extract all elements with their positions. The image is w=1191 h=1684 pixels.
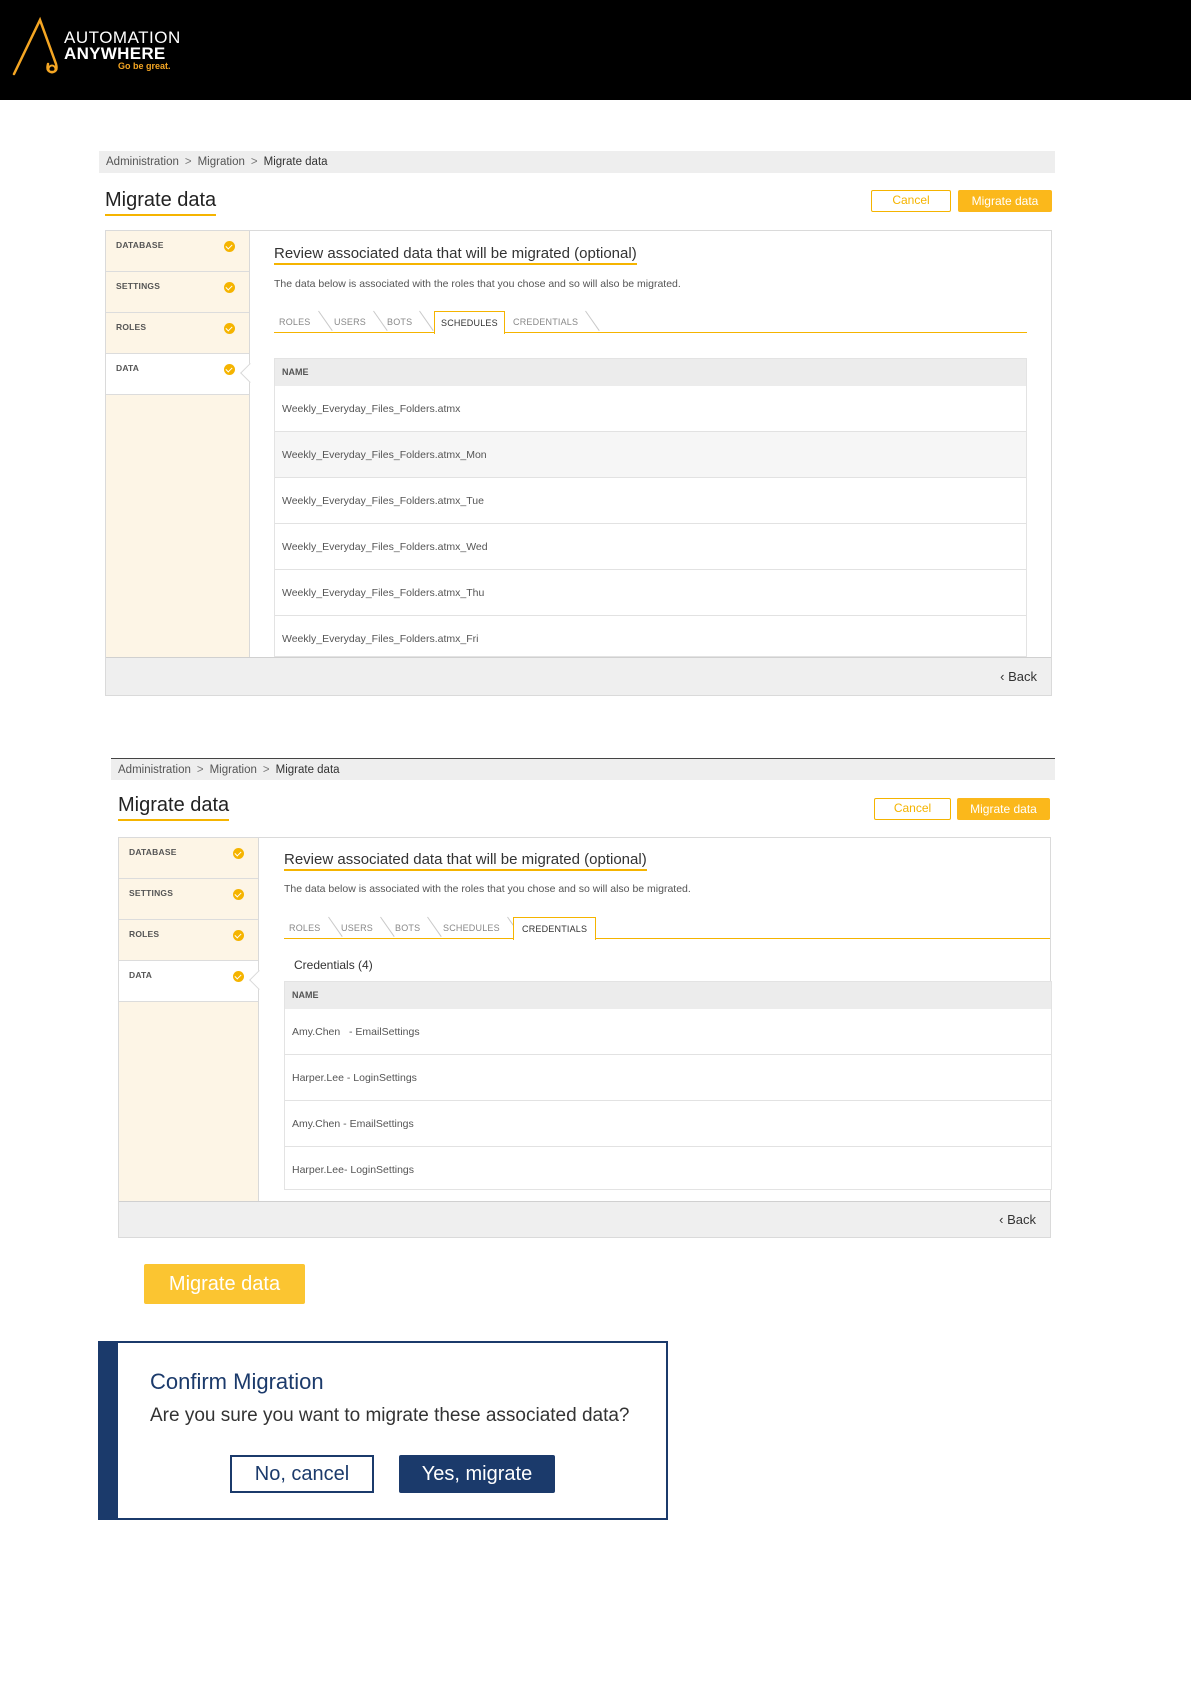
breadcrumb-current: Migrate data — [263, 156, 328, 168]
check-circle-icon — [224, 241, 235, 252]
table-row[interactable]: Weekly_Everyday_Files_Folders.atmx_Fri — [275, 616, 1026, 657]
sidebar-item-roles[interactable] — [106, 313, 249, 354]
back-button[interactable]: ‹ Back — [1000, 669, 1037, 684]
sidebar-item-label: SETTINGS — [116, 281, 161, 291]
section-description: The data below is associated with the roles that you chose and so will also be migrated. — [284, 883, 691, 895]
brand-tagline: Go be great. — [118, 61, 171, 71]
tab-label: CREDENTIALS — [513, 317, 579, 327]
wizard-sidebar — [106, 231, 250, 657]
sidebar-item-label: ROLES — [116, 322, 147, 332]
tab-users[interactable] — [334, 311, 366, 333]
breadcrumb-administration[interactable]: Administration — [118, 764, 191, 776]
section-description: The data below is associated with the roles that you chose and so will also be migrated. — [274, 278, 681, 290]
tab-bots[interactable] — [395, 917, 420, 939]
check-circle-icon — [233, 971, 244, 982]
check-circle-icon — [233, 848, 244, 859]
wizard-footer — [106, 657, 1051, 695]
tab-label: ROLES — [289, 923, 321, 933]
sidebar-item-settings[interactable] — [106, 272, 249, 313]
table-header-name: NAME — [285, 982, 1051, 1009]
back-label: Back — [1008, 669, 1037, 684]
schedules-table — [274, 358, 1027, 657]
sidebar-item-label: DATA — [116, 363, 140, 373]
tab-label: USERS — [341, 923, 374, 933]
check-circle-icon — [233, 930, 244, 941]
sidebar-item-database[interactable] — [106, 231, 249, 272]
sidebar-item-label: DATA — [129, 970, 153, 980]
page-title: Migrate data — [118, 794, 229, 821]
automation-anywhere-logo-icon — [10, 14, 72, 78]
tab-label: SCHEDULES — [441, 318, 498, 328]
sidebar-item-label: DATABASE — [116, 240, 164, 250]
back-label: Back — [1007, 1212, 1036, 1227]
tab-users[interactable] — [341, 917, 373, 939]
yes-migrate-button[interactable]: Yes, migrate — [399, 1455, 555, 1493]
sidebar-item-label: DATABASE — [129, 847, 177, 857]
tab-label: CREDENTIALS — [522, 924, 588, 934]
table-row[interactable]: Amy.Chen - EmailSettings — [285, 1101, 1051, 1147]
wizard-frame — [118, 837, 1051, 1238]
active-pointer — [240, 363, 260, 383]
breadcrumb-administration[interactable]: Administration — [106, 156, 179, 168]
sidebar-item-settings[interactable] — [119, 879, 258, 920]
tab-roles[interactable] — [279, 311, 311, 333]
wizard-frame — [105, 230, 1052, 696]
check-circle-icon — [224, 364, 235, 375]
section-title: Review associated data that will be migrated (optional) — [274, 245, 637, 265]
sidebar-item-database[interactable] — [119, 838, 258, 879]
wizard-footer — [119, 1201, 1050, 1237]
sidebar-item-roles[interactable] — [119, 920, 258, 961]
cancel-button[interactable]: Cancel — [874, 798, 951, 820]
page-title: Migrate data — [105, 189, 216, 216]
table-row[interactable]: Harper.Lee - LoginSettings — [285, 1055, 1051, 1101]
table-row[interactable]: Weekly_Everyday_Files_Folders.atmx — [275, 386, 1026, 432]
credentials-count: Credentials (4) — [294, 958, 373, 972]
tab-bots[interactable] — [387, 311, 412, 333]
screenshot-credentials — [111, 758, 1055, 1238]
breadcrumb — [111, 758, 1055, 780]
check-circle-icon — [224, 282, 235, 293]
breadcrumb-migration[interactable]: Migration — [197, 156, 245, 168]
sidebar-item-data[interactable] — [106, 354, 249, 395]
section-title: Review associated data that will be migrated (optional) — [284, 851, 647, 871]
wizard-sidebar — [119, 838, 259, 1201]
table-row[interactable]: Weekly_Everyday_Files_Folders.atmx_Mon — [275, 432, 1026, 478]
active-pointer — [249, 970, 269, 990]
breadcrumb-separator: > — [196, 764, 204, 776]
breadcrumb-separator: > — [184, 156, 192, 168]
tab-schedules[interactable] — [443, 917, 500, 939]
back-button[interactable]: ‹ Back — [999, 1212, 1036, 1227]
breadcrumb-current: Migrate data — [275, 764, 340, 776]
breadcrumb-separator: > — [250, 156, 258, 168]
brand-line1: AUTOMATION — [64, 28, 181, 47]
check-circle-icon — [224, 323, 235, 334]
migrate-data-button[interactable]: Migrate data — [958, 190, 1052, 212]
cancel-button[interactable]: Cancel — [871, 190, 951, 212]
sidebar-item-label: SETTINGS — [129, 888, 174, 898]
breadcrumb-separator: > — [262, 764, 270, 776]
tab-label: BOTS — [387, 317, 413, 327]
tab-credentials[interactable] — [513, 917, 596, 940]
table-row[interactable]: Harper.Lee- LoginSettings — [285, 1147, 1051, 1190]
table-row[interactable]: Weekly_Everyday_Files_Folders.atmx_Thu — [275, 570, 1026, 616]
tab-roles[interactable] — [289, 917, 321, 939]
tab-label: BOTS — [395, 923, 421, 933]
tab-label: ROLES — [279, 317, 311, 327]
migrate-data-button-large[interactable]: Migrate data — [144, 1264, 305, 1304]
no-cancel-button[interactable]: No, cancel — [230, 1455, 374, 1493]
dialog-accent-bar — [100, 1343, 118, 1518]
credentials-table — [284, 981, 1052, 1190]
tab-schedules[interactable] — [434, 311, 505, 334]
table-row[interactable]: Amy.Chen - EmailSettings — [285, 1009, 1051, 1055]
table-header-name: NAME — [275, 359, 1026, 386]
tab-bar — [274, 311, 1027, 333]
brand-line2: ANYWHERE — [64, 44, 166, 63]
migrate-data-button[interactable]: Migrate data — [957, 798, 1050, 820]
breadcrumb — [99, 151, 1055, 173]
table-row[interactable]: Weekly_Everyday_Files_Folders.atmx_Tue — [275, 478, 1026, 524]
table-row[interactable]: Weekly_Everyday_Files_Folders.atmx_Wed — [275, 524, 1026, 570]
tab-credentials[interactable] — [513, 311, 578, 333]
tab-label: USERS — [334, 317, 367, 327]
tab-bar — [284, 917, 1050, 939]
sidebar-item-label: ROLES — [129, 929, 160, 939]
check-circle-icon — [233, 889, 244, 900]
brand-header — [0, 0, 1191, 100]
tab-label: SCHEDULES — [443, 923, 500, 933]
dialog-message: Are you sure you want to migrate these associated data? — [150, 1405, 630, 1426]
dialog-title: Confirm Migration — [150, 1369, 324, 1394]
screenshot-schedules — [99, 151, 1055, 696]
sidebar-item-data[interactable] — [119, 961, 258, 1002]
breadcrumb-migration[interactable]: Migration — [209, 764, 257, 776]
confirm-migration-dialog — [98, 1341, 668, 1520]
